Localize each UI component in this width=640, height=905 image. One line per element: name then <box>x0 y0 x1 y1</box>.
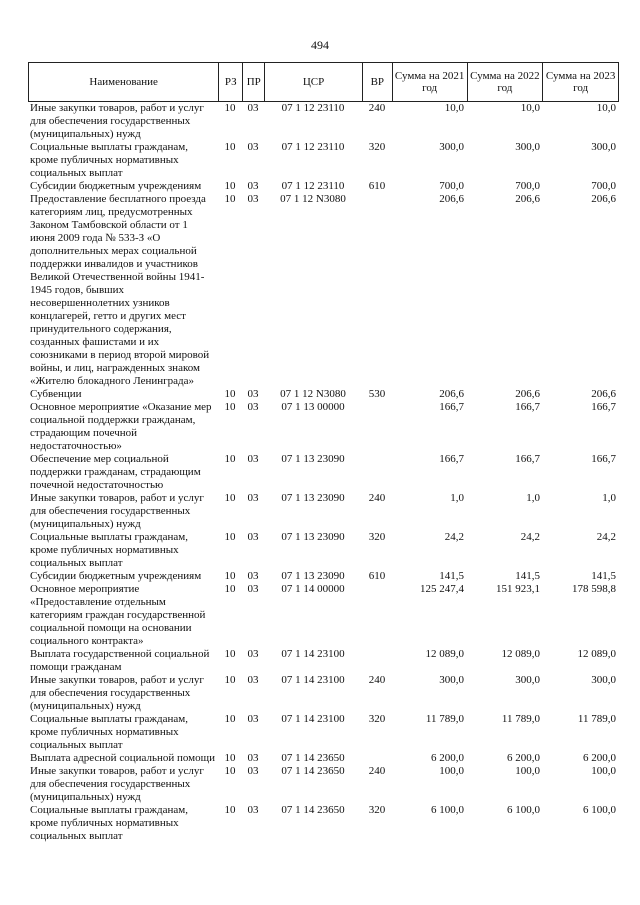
table-row <box>28 180 619 193</box>
cell-sum-2022: 24,2 <box>520 531 540 543</box>
cell-rz: 10 <box>224 531 236 543</box>
cell-vr: 240 <box>368 765 386 777</box>
cell-rz: 10 <box>224 804 236 816</box>
cell-sum-2022: 206,6 <box>515 193 540 205</box>
cell-name: Обеспечение мер социальной поддержки гражданам, страдающим почечной недостаточностью <box>30 453 201 491</box>
cell-rz: 10 <box>224 765 236 777</box>
cell-name: Социальные выплаты гражданам, кроме публичных нормативных социальных выплат <box>30 531 188 569</box>
cell-csr: 07 1 12 N3080 <box>280 193 346 205</box>
cell-sum-2022: 206,6 <box>515 388 540 400</box>
table-row <box>28 453 619 492</box>
cell-pr: 03 <box>247 713 259 725</box>
cell-rz: 10 <box>224 570 236 582</box>
cell-vr <box>362 401 392 453</box>
cell-csr: 07 1 14 23100 <box>281 648 345 660</box>
table-row <box>28 388 619 401</box>
cell-sum-2023: 6 100,0 <box>583 804 616 816</box>
cell-sum-2021: 24,2 <box>444 531 464 543</box>
cell-sum-2022: 300,0 <box>515 674 540 686</box>
cell-pr: 03 <box>247 401 259 413</box>
cell-sum-2021: 300,0 <box>439 674 464 686</box>
cell-sum-2023: 10,0 <box>596 102 616 114</box>
cell-name: Иные закупки товаров, работ и услуг для обеспечения государственных (муниципальных) нужд <box>30 765 204 803</box>
cell-pr: 03 <box>247 765 259 777</box>
cell-pr: 03 <box>247 102 259 114</box>
cell-csr: 07 1 12 23110 <box>281 141 345 153</box>
cell-name: Иные закупки товаров, работ и услуг для обеспечения государственных (муниципальных) нужд <box>30 492 204 530</box>
cell-sum-2022: 166,7 <box>515 453 540 465</box>
cell-sum-2021: 206,6 <box>439 388 464 400</box>
cell-name: Субсидии бюджетным учреждениям <box>30 180 202 192</box>
cell-vr: 240 <box>368 674 386 686</box>
cell-vr <box>362 752 392 765</box>
cell-sum-2021: 141,5 <box>439 570 464 582</box>
cell-vr: 240 <box>368 102 386 114</box>
cell-sum-2022: 100,0 <box>515 765 540 777</box>
table-row <box>28 141 619 180</box>
cell-csr: 07 1 13 23090 <box>281 531 345 543</box>
cell-pr: 03 <box>247 752 259 764</box>
cell-name: Социальные выплаты гражданам, кроме публичных нормативных социальных выплат <box>30 141 188 179</box>
header-name: Наименование <box>89 76 158 88</box>
cell-csr: 07 1 14 00000 <box>281 583 345 595</box>
cell-vr: 530 <box>368 388 386 400</box>
cell-sum-2023: 12 089,0 <box>577 648 616 660</box>
table-row <box>28 193 619 388</box>
cell-vr <box>362 453 392 492</box>
table-row <box>28 570 619 583</box>
cell-rz: 10 <box>224 752 236 764</box>
cell-sum-2023: 206,6 <box>591 388 616 400</box>
cell-sum-2022: 6 100,0 <box>507 804 540 816</box>
cell-sum-2023: 166,7 <box>591 401 616 413</box>
cell-rz: 10 <box>224 180 236 192</box>
table-row <box>28 674 619 713</box>
cell-sum-2022: 6 200,0 <box>507 752 540 764</box>
table-row <box>28 648 619 674</box>
table-row <box>28 492 619 531</box>
cell-pr: 03 <box>247 193 259 205</box>
cell-csr: 07 1 12 23110 <box>281 102 345 114</box>
cell-sum-2022: 700,0 <box>515 180 540 192</box>
table-body <box>28 102 619 843</box>
cell-pr: 03 <box>247 453 259 465</box>
cell-csr: 07 1 14 23100 <box>281 713 345 725</box>
cell-name: Социальные выплаты гражданам, кроме публичных нормативных социальных выплат <box>30 713 188 751</box>
cell-name: Выплата государственной социальной помощи гражданам <box>30 648 210 673</box>
cell-sum-2023: 206,6 <box>591 193 616 205</box>
header-csr: ЦСР <box>264 63 362 101</box>
cell-sum-2021: 125 247,4 <box>420 583 464 595</box>
header-pr: ПР <box>242 63 264 101</box>
header-vr: ВР <box>362 63 392 101</box>
cell-pr: 03 <box>247 804 259 816</box>
cell-rz: 10 <box>224 141 236 153</box>
cell-sum-2023: 300,0 <box>591 674 616 686</box>
cell-csr: 07 1 14 23100 <box>281 674 345 686</box>
cell-vr: 240 <box>368 492 386 504</box>
cell-vr: 610 <box>368 570 386 582</box>
cell-sum-2023: 700,0 <box>591 180 616 192</box>
cell-pr: 03 <box>247 674 259 686</box>
cell-sum-2021: 100,0 <box>439 765 464 777</box>
cell-sum-2023: 300,0 <box>591 141 616 153</box>
cell-name: Субвенции <box>30 388 82 400</box>
cell-sum-2023: 166,7 <box>591 453 616 465</box>
cell-pr: 03 <box>247 583 259 595</box>
cell-sum-2022: 1,0 <box>526 492 540 504</box>
cell-pr: 03 <box>247 141 259 153</box>
cell-sum-2022: 11 789,0 <box>501 713 540 725</box>
cell-vr: 320 <box>368 531 386 543</box>
table-row <box>28 102 619 141</box>
cell-csr: 07 1 13 23090 <box>281 492 345 504</box>
cell-sum-2021: 10,0 <box>444 102 464 114</box>
cell-rz: 10 <box>224 401 236 413</box>
cell-name: Выплата адресной социальной помощи <box>30 752 215 764</box>
cell-rz: 10 <box>224 713 236 725</box>
cell-vr: 320 <box>368 713 386 725</box>
cell-csr: 07 1 12 N3080 <box>280 388 346 400</box>
cell-csr: 07 1 13 00000 <box>281 401 345 413</box>
cell-vr: 320 <box>368 141 386 153</box>
cell-sum-2022: 10,0 <box>520 102 540 114</box>
cell-rz: 10 <box>224 492 236 504</box>
cell-csr: 07 1 12 23110 <box>281 180 345 192</box>
cell-vr <box>362 648 392 674</box>
budget-table <box>28 62 619 843</box>
cell-rz: 10 <box>224 648 236 660</box>
cell-pr: 03 <box>247 180 259 192</box>
cell-sum-2021: 700,0 <box>439 180 464 192</box>
cell-csr: 07 1 14 23650 <box>281 804 345 816</box>
table-row <box>28 765 619 804</box>
header-sum-2023: Сумма на 2023 год <box>542 63 618 101</box>
cell-pr: 03 <box>247 492 259 504</box>
cell-name: Предоставление бесплатного проезда категориям лиц, предусмотренных Законом Тамбовской области от 1 июня 2009 года № 533-З «О дополнительных мерах социальной поддержки инвалидов и участников Великой Отечественной войны 1941-1945 годов, бывших несовершеннолетних узников концлагерей, гетто и других мест принудительного содержания, созданных фашистами и их союзниками в период второй мировой войны, и лиц, награжденных знаком «Жителю блокадного Ленинграда» <box>30 193 210 387</box>
cell-rz: 10 <box>224 388 236 400</box>
cell-sum-2022: 166,7 <box>515 401 540 413</box>
table-row <box>28 752 619 765</box>
cell-sum-2021: 206,6 <box>439 193 464 205</box>
cell-name: Основное мероприятие «Предоставление отдельным категориям граждан государственной социальной помощи на основании социального контракта» <box>30 583 206 647</box>
cell-vr: 610 <box>368 180 386 192</box>
cell-sum-2021: 6 200,0 <box>431 752 464 764</box>
cell-sum-2023: 141,5 <box>591 570 616 582</box>
table-row <box>28 531 619 570</box>
cell-sum-2023: 6 200,0 <box>583 752 616 764</box>
table-row <box>28 804 619 843</box>
cell-rz: 10 <box>224 102 236 114</box>
cell-sum-2022: 12 089,0 <box>501 648 540 660</box>
cell-rz: 10 <box>224 583 236 595</box>
cell-sum-2023: 1,0 <box>602 492 616 504</box>
cell-sum-2021: 1,0 <box>450 492 464 504</box>
cell-name: Субсидии бюджетным учреждениям <box>30 570 202 582</box>
cell-pr: 03 <box>247 531 259 543</box>
page-number: 494 <box>311 38 329 52</box>
cell-rz: 10 <box>224 674 236 686</box>
cell-name: Основное мероприятие «Оказание мер социальной поддержки гражданам, страдающим почечной недостаточностью» <box>30 401 212 452</box>
cell-vr: 320 <box>368 804 386 816</box>
cell-sum-2021: 12 089,0 <box>425 648 464 660</box>
cell-vr <box>362 583 392 648</box>
cell-sum-2022: 151 923,1 <box>496 583 540 595</box>
cell-sum-2022: 300,0 <box>515 141 540 153</box>
cell-pr: 03 <box>247 570 259 582</box>
cell-sum-2023: 24,2 <box>596 531 616 543</box>
cell-rz: 10 <box>224 453 236 465</box>
cell-sum-2021: 11 789,0 <box>425 713 464 725</box>
cell-sum-2021: 166,7 <box>439 453 464 465</box>
table-row <box>28 401 619 453</box>
cell-name: Иные закупки товаров, работ и услуг для обеспечения государственных (муниципальных) нужд <box>30 674 204 712</box>
cell-name: Социальные выплаты гражданам, кроме публичных нормативных социальных выплат <box>30 804 188 842</box>
table-row <box>28 713 619 752</box>
cell-sum-2021: 166,7 <box>439 401 464 413</box>
cell-sum-2021: 6 100,0 <box>431 804 464 816</box>
table-header <box>28 62 619 102</box>
cell-sum-2023: 11 789,0 <box>577 713 616 725</box>
cell-csr: 07 1 13 23090 <box>281 453 345 465</box>
header-sum-2021: Сумма на 2021 год <box>392 63 467 101</box>
header-rz: РЗ <box>218 63 242 101</box>
cell-pr: 03 <box>247 648 259 660</box>
cell-csr: 07 1 14 23650 <box>281 765 345 777</box>
cell-sum-2022: 141,5 <box>515 570 540 582</box>
cell-vr <box>362 193 392 388</box>
cell-sum-2023: 178 598,8 <box>572 583 616 595</box>
table-row <box>28 583 619 648</box>
cell-sum-2023: 100,0 <box>591 765 616 777</box>
cell-csr: 07 1 14 23650 <box>281 752 345 764</box>
cell-name: Иные закупки товаров, работ и услуг для обеспечения государственных (муниципальных) нужд <box>30 102 204 140</box>
cell-pr: 03 <box>247 388 259 400</box>
cell-csr: 07 1 13 23090 <box>281 570 345 582</box>
header-sum-2022: Сумма на 2022 год <box>467 63 543 101</box>
cell-sum-2021: 300,0 <box>439 141 464 153</box>
cell-rz: 10 <box>224 193 236 205</box>
